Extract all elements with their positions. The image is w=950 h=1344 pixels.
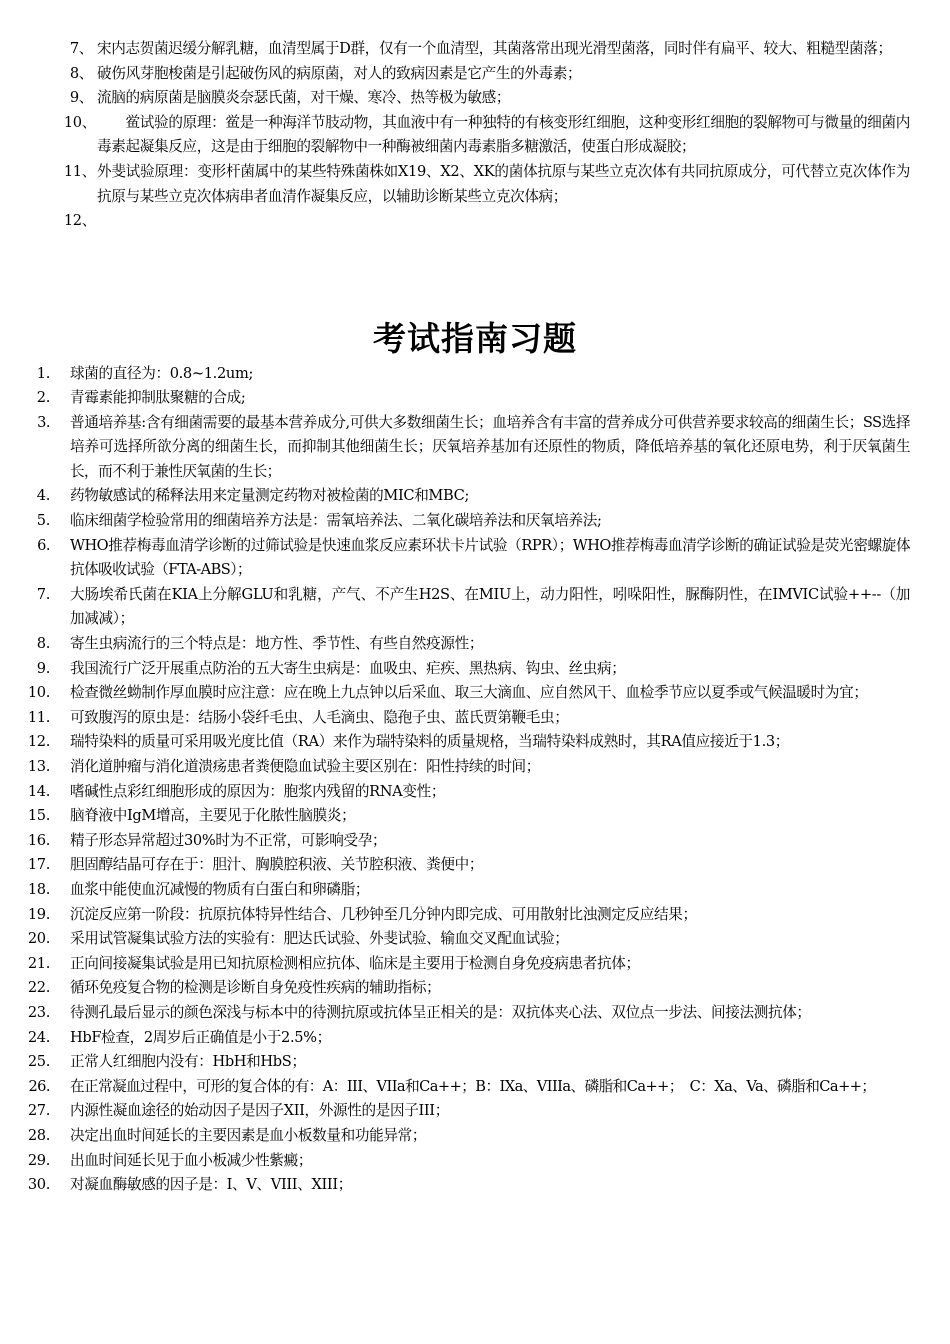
list-item	[0, 1124, 910, 1149]
item-text: 流脑的病原菌是脑膜炎奈瑟氏菌，对干燥、寒冷、热等极为敏感；	[97, 89, 511, 107]
item-number: 8、	[69, 64, 93, 82]
item-text: 破伤风芽胞梭菌是引起破伤风的病原菌，对人的致病因素是它产生的外毒素；	[97, 64, 582, 82]
item-text: 寄生虫病流行的三个特点是：地方性、季节性、有些自然疫源性；	[70, 635, 484, 653]
list-item	[0, 62, 910, 87]
exercise-list	[0, 362, 910, 1198]
list-item	[0, 1075, 910, 1100]
item-number: 26.	[28, 1077, 50, 1095]
list-item	[0, 804, 910, 829]
list-item	[0, 681, 910, 706]
item-number: 5.	[36, 512, 50, 530]
item-number: 15.	[27, 807, 50, 825]
item-number: 4.	[36, 487, 50, 505]
item-number: 30.	[27, 1176, 50, 1194]
list-item	[0, 583, 910, 632]
item-number: 27.	[27, 1102, 50, 1120]
list-item	[0, 1026, 910, 1051]
item-text: 瑞特染料的质量可采用吸光度比值（RA）来作为瑞特染料的质量规格，当瑞特染料成熟时，其RA值应接近于1.3；	[70, 733, 790, 751]
item-number: 1.	[36, 364, 50, 382]
item-text: 采用试管凝集试验方法的实验有：肥达氏试验、外斐试验、输血交叉配血试验；	[70, 930, 569, 948]
item-number: 14.	[27, 782, 50, 800]
item-number: 19.	[27, 905, 50, 923]
list-item	[0, 386, 910, 411]
item-text: 大肠埃希氏菌在KIA上分解GLU和乳糖，产气、不产生H2S、在MIU上，动力阳性，吲哚阳性，脲酶阴性，在IMVIC试验++--（加加减减）；	[70, 585, 910, 628]
list-item	[0, 1173, 910, 1198]
item-number: 2.	[36, 389, 50, 407]
item-text: 嗜碱性点彩红细胞形成的原因为：胞浆内残留的RNA变性；	[70, 782, 446, 800]
item-text: 对凝血酶敏感的因子是：I、V、VIII、XIII；	[70, 1176, 352, 1194]
item-number: 16.	[27, 831, 50, 849]
item-text: 正向间接凝集试验是用已知抗原检测相应抗体、临床是主要用于检测自身免疫病患者抗体；	[70, 954, 640, 972]
list-item	[0, 509, 910, 534]
item-text: 血浆中能使血沉减慢的物质有白蛋白和卵磷脂；	[70, 880, 370, 898]
item-text: 沉淀反应第一阶段：抗原抗体特异性结合、几秒钟至几分钟内即完成、可用散射比浊测定反应结果；	[70, 905, 697, 923]
item-number: 18.	[27, 880, 50, 898]
item-text: 检查微丝蚴制作厚血膜时应注意：应在晚上九点钟以后采血、取三大滴血、应自然风干、血检季节应以夏季或气候温暖时为宜；	[70, 684, 868, 702]
list-item	[0, 534, 910, 583]
item-text: 胆固醇结晶可存在于：胆汁、胸膜腔积液、关节腔积液、粪便中；	[70, 856, 484, 874]
item-number: 17.	[27, 856, 50, 874]
item-number: 10.	[27, 684, 50, 702]
list-item	[0, 411, 910, 485]
item-number: 8.	[36, 635, 50, 653]
item-number: 9、	[69, 89, 93, 107]
list-item	[0, 952, 910, 977]
list-item	[0, 484, 910, 509]
item-number: 22.	[27, 979, 50, 997]
item-number: 20.	[27, 930, 50, 948]
list-item	[0, 853, 910, 878]
list-item	[0, 362, 910, 387]
item-number: 29.	[27, 1151, 50, 1169]
list-item	[0, 1149, 910, 1174]
item-number: 23.	[27, 1003, 50, 1021]
list-item	[0, 976, 910, 1001]
list-item	[0, 111, 910, 160]
list-item	[0, 1099, 910, 1124]
item-number: 11.	[27, 708, 50, 726]
item-number: 11、	[63, 162, 96, 180]
item-text: 正常人红细胞内没有：HbH和HbS；	[70, 1053, 306, 1071]
list-item	[0, 37, 910, 62]
item-text: 青霉素能抑制肽聚糖的合成;	[70, 389, 246, 407]
item-number: 21.	[27, 954, 50, 972]
item-text: 脑脊液中IgM增高，主要见于化脓性脑膜炎；	[70, 807, 356, 825]
item-number: 6.	[37, 536, 50, 554]
list-item	[0, 657, 910, 682]
item-text: 在正常凝血过程中，可形的复合体的有：A：III、VIIa和Ca++；B：IXa、VIIIa、磷脂和Ca++； C：Xa、Va、磷脂和Ca++；	[70, 1077, 876, 1095]
item-text: 消化道肿瘤与消化道溃疡患者粪便隐血试验主要区别在：阳性持续的时间；	[70, 758, 541, 775]
item-number: 12、	[63, 212, 96, 230]
list-item	[0, 730, 910, 755]
item-text: 宋内志贺菌迟缓分解乳糖，血清型属于D群，仅有一个血清型，其菌落常出现光滑型菌落，同时伴有扁平、较大、粗糙型菌落；	[97, 40, 892, 57]
item-text: 药物敏感试的稀释法用来定量测定药物对被检菌的MIC和MBC;	[70, 487, 470, 505]
item-number: 24.	[27, 1028, 50, 1046]
item-number: 3.	[37, 413, 50, 431]
list-item	[0, 1001, 910, 1026]
list-item	[0, 1050, 910, 1075]
item-text: 精子形态异常超过30%时为不正常，可影响受孕；	[70, 831, 387, 849]
item-text: 决定出血时间延长的主要因素是血小板数量和功能异常；	[70, 1126, 427, 1144]
item-text: 可致腹泻的原虫是：结肠小袋纤毛虫、人毛滴虫、隐孢子虫、蓝氏贾第鞭毛虫；	[70, 708, 569, 726]
item-text: 鲎试验的原理：鲎是一种海洋节肢动物，其血液中有一种独特的有核变形红细胞，这种变形红细胞的裂解物可与微量的细菌内毒素起凝集反应，这是由于细胞的裂解物中一种酶被细菌内毒素脂多糖激活，使蛋白形成凝胶；	[97, 113, 910, 156]
item-text: WHO推荐梅毒血清学诊断的过筛试验是快速血浆反应素环状卡片试验（RPR）；WHO推荐梅毒血清学诊断的确证试验是荧光密螺旋体抗体吸收试验（FTA-ABS）；	[70, 536, 910, 579]
item-text: HbF检查，2周岁后正确值是小于2.5%；	[70, 1028, 331, 1046]
item-number: 10、	[63, 113, 96, 131]
item-text: 球菌的直径为：0.8~1.2um;	[70, 364, 254, 382]
item-number: 9.	[36, 659, 50, 677]
item-number: 13.	[27, 758, 50, 775]
list-item	[0, 780, 910, 805]
list-item	[0, 706, 910, 731]
list-item	[0, 160, 910, 209]
list-item	[0, 632, 910, 657]
item-text: 外斐试验原理：变形杆菌属中的某些特殊菌株如X19、X2、XK的菌体抗原与某些立克次体有共同抗原成分，可代替立克次体作为抗原与某些立克次体病串者血清作凝集反应，以辅助诊断某些立克次体病；	[97, 162, 910, 205]
item-text: 待测孔最后显示的颜色深浅与标本中的待测抗原或抗体呈正相关的是：双抗体夹心法、双位点一步法、间接法测抗体；	[70, 1003, 811, 1021]
list-item	[0, 927, 910, 952]
previous-list	[0, 37, 910, 234]
list-item	[0, 86, 910, 111]
item-number: 12.	[27, 733, 50, 751]
item-number: 28.	[27, 1126, 50, 1144]
item-text: 普通培养基:含有细菌需要的最基本营养成分,可供大多数细菌生长；血培养含有丰富的营养成分可供营养要求较高的细菌生长；SS选择培养可选择所欲分离的细菌生长，而抑制其他细菌生长；厌氧培养基加有还原性的物质，降低培养基的氧化还原电势，利于厌氧菌生长，而不利于兼性厌氧菌的生长；	[70, 413, 910, 480]
list-item	[0, 903, 910, 928]
item-number: 7.	[36, 585, 50, 603]
list-item	[0, 755, 910, 780]
item-text: 出血时间延长见于血小板减少性紫癜；	[70, 1151, 313, 1169]
list-item	[0, 878, 910, 903]
item-number: 7、	[69, 40, 93, 57]
item-text: 临床细菌学检验常用的细菌培养方法是：需氧培养法、二氧化碳培养法和厌氧培养法;	[70, 512, 602, 530]
list-item	[0, 829, 910, 854]
item-text: 内源性凝血途径的始动因子是因子XII，外源性的是因子III；	[70, 1102, 449, 1120]
section-title: 考试指南习题	[373, 319, 577, 358]
item-text: 我国流行广泛开展重点防治的五大寄生虫病是：血吸虫、疟疾、黑热病、钩虫、丝虫病；	[70, 659, 626, 677]
item-number: 25.	[27, 1053, 50, 1071]
item-text: 循环免疫复合物的检测是诊断自身免疫性疾病的辅助指标；	[70, 979, 441, 997]
list-item	[0, 209, 910, 234]
